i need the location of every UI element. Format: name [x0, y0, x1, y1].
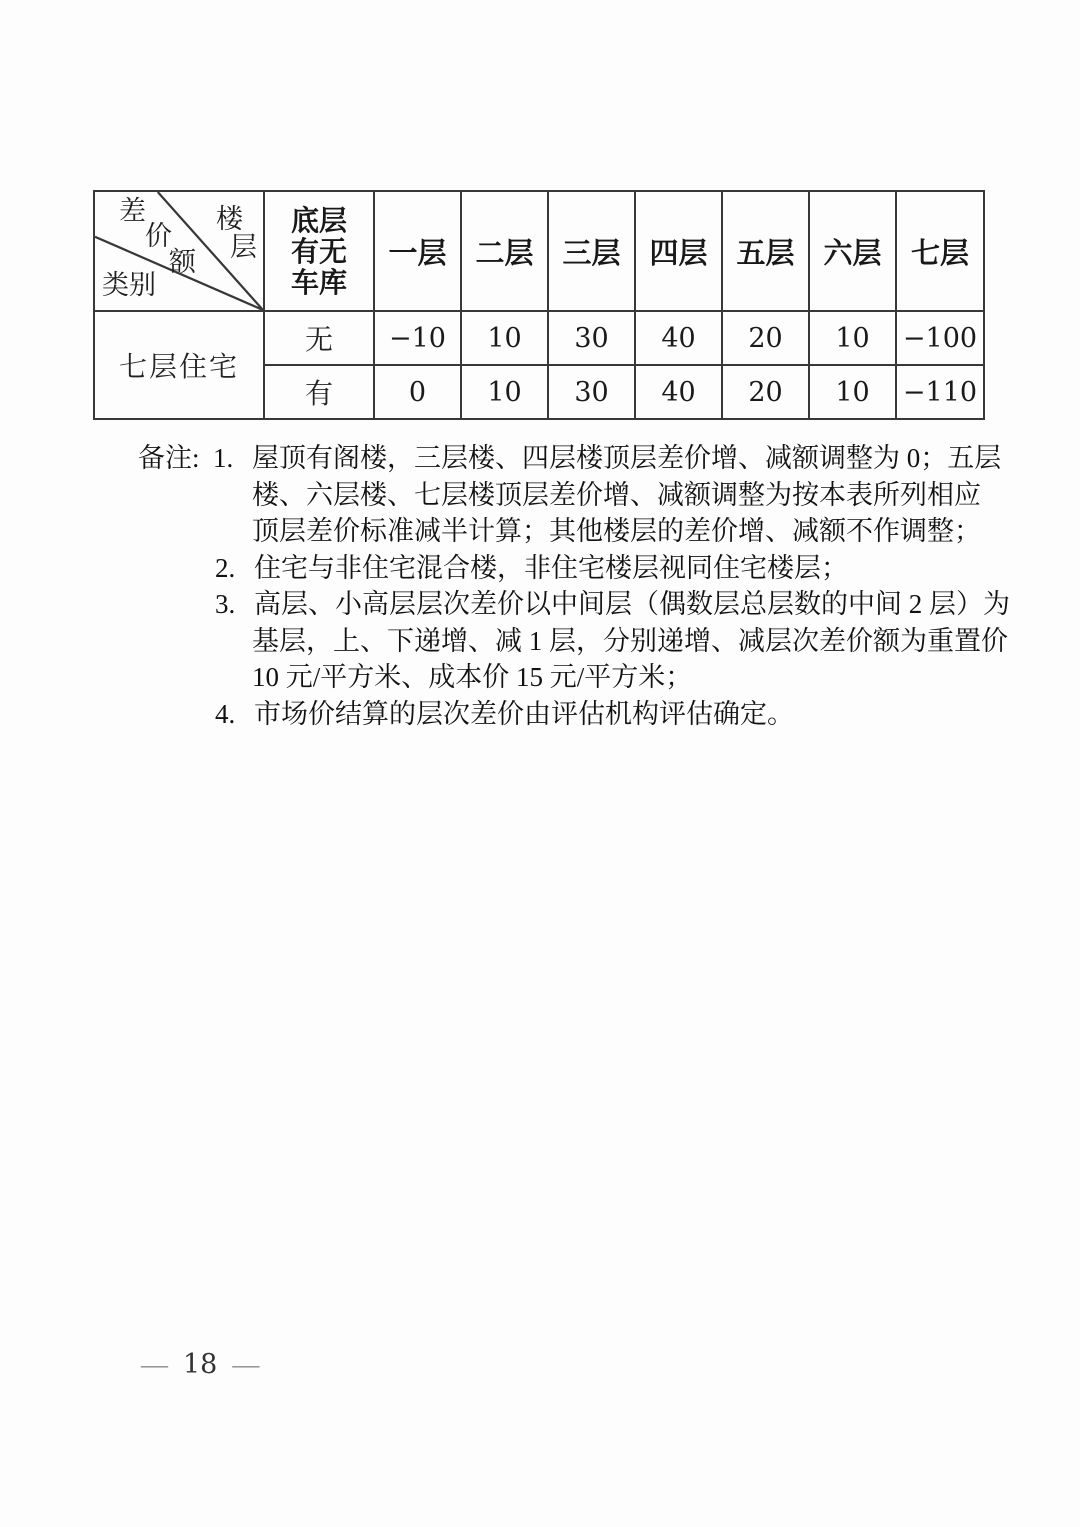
garage-no: 无 — [264, 311, 374, 365]
note-3-number: 3. — [215, 589, 236, 619]
note-line — [252, 659, 1008, 696]
note-line — [252, 477, 1008, 514]
value-r1-f7: −100 — [896, 311, 984, 365]
value-r1-f1: −10 — [374, 311, 461, 365]
notes-label: 备注: — [138, 443, 200, 473]
note-line — [252, 623, 1008, 660]
category-seven-floor-residence: 七层住宅 — [94, 311, 264, 419]
value-r2-f1: 0 — [374, 365, 461, 419]
header-floor-1: 一层 — [374, 191, 461, 311]
corner-label-price-diff-char3: 额 — [169, 247, 196, 277]
note-line — [215, 550, 1008, 587]
note-3-text-line1: 高层、小高层层次差价以中间层（偶数层总层数的中间 2 层）为 — [254, 589, 1010, 619]
garage-yes: 有 — [264, 365, 374, 419]
note-line — [138, 440, 1008, 477]
floor-price-difference-table — [93, 190, 985, 420]
value-r2-f7: −110 — [896, 365, 984, 419]
corner-label-category: 类别 — [102, 270, 156, 300]
header-floor-5: 五层 — [722, 191, 809, 311]
value-r2-f3: 30 — [548, 365, 635, 419]
note-4-text-line1: 市场价结算的层次差价由评估机构评估确定。 — [254, 698, 794, 729]
value-r2-f4: 40 — [635, 365, 722, 419]
header-floor-3: 三层 — [548, 191, 635, 311]
corner-label-floor-char1: 楼 — [216, 204, 243, 234]
note-line — [252, 513, 1008, 550]
garage-header-line1: 底层 — [290, 204, 347, 236]
value-r1-f2: 10 — [461, 311, 548, 365]
value-r1-f6: 10 — [809, 311, 896, 365]
note-1-text-line2: 楼、六层楼、七层楼顶层差价增、减额调整为按本表所列相应 — [252, 479, 981, 510]
note-line — [215, 586, 1008, 623]
note-line — [215, 696, 1008, 733]
header-floor-6: 六层 — [809, 191, 896, 311]
note-3-text-line2: 基层，上、下递增、减 1 层，分别递增、减层次差价额为重置价 — [252, 625, 1008, 656]
note-2-text-line1: 住宅与非住宅混合楼，非住宅楼层视同住宅楼层； — [254, 552, 848, 583]
notes-section — [138, 440, 1008, 732]
note-2-number: 2. — [215, 552, 236, 583]
note-1-number: 1. — [213, 443, 234, 473]
footer-dash-left: — — [141, 1349, 168, 1379]
value-r1-f4: 40 — [635, 311, 722, 365]
header-floor-7: 七层 — [896, 191, 984, 311]
corner-label-price-diff-char1: 差 — [119, 196, 146, 226]
page-number-footer — [141, 1349, 259, 1380]
header-floor-2: 二层 — [461, 191, 548, 311]
header-floor-4: 四层 — [635, 191, 722, 311]
corner-label-floor-char2: 层 — [230, 232, 257, 262]
header-garage-presence — [264, 191, 374, 311]
footer-dash-right: — — [232, 1349, 260, 1379]
garage-header-line2: 有无 — [290, 235, 347, 267]
corner-label-price-diff-char2: 价 — [145, 221, 172, 251]
note-4-number: 4. — [215, 698, 236, 729]
note-3-text-line3: 10 元/平方米、成本价 15 元/平方米； — [252, 662, 693, 692]
value-r2-f5: 20 — [722, 365, 809, 419]
value-r2-f2: 10 — [461, 365, 548, 419]
note-1-text-line3: 顶层差价标准减半计算；其他楼层的差价增、减额不作调整； — [252, 516, 981, 546]
note-1-text-line1: 屋顶有阁楼，三层楼、四层楼顶层差价增、减额调整为 0；五层 — [252, 443, 1002, 473]
value-r2-f6: 10 — [809, 365, 896, 419]
garage-header-line3: 车库 — [290, 266, 347, 298]
table-header-row — [94, 191, 984, 311]
table-row — [94, 311, 984, 365]
table-corner-cell — [94, 191, 264, 311]
page-number: 18 — [183, 1349, 218, 1380]
value-r1-f3: 30 — [548, 311, 635, 365]
value-r1-f5: 20 — [722, 311, 809, 365]
